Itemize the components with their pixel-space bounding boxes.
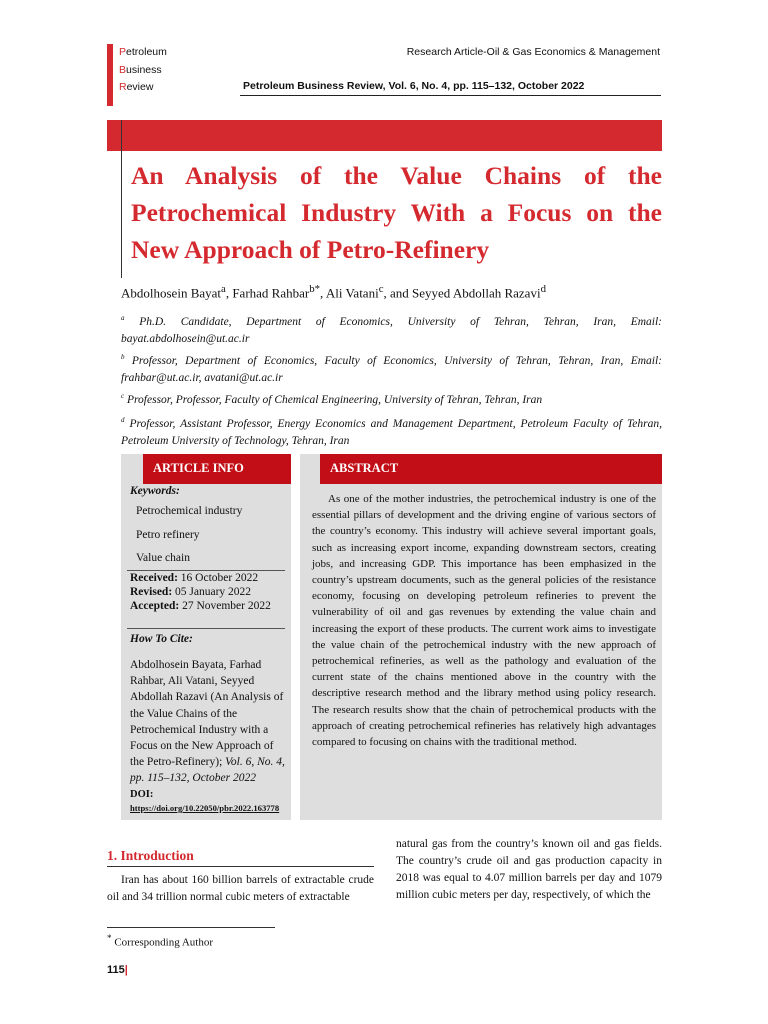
page-number: 115| (107, 964, 128, 976)
body-text-left: Iran has about 160 billion barrels of extractable crude oil and 34 trillion normal cubic meters of extractable (107, 874, 374, 903)
doi-link[interactable]: https://doi.org/10.22050/pbr.2022.163778 (130, 803, 280, 813)
citation-text: Abdolhosein Bayata, Farhad Rahbar, Ali Vatani, Seyyed Abdollah Razavi (An Analysis of the Value Chains of the Petrochemical Industry with a Focus on the New Approach of the Petro-Refinery); Vol. 6, No. 4, pp. 115–132, October 2022 (130, 659, 285, 785)
author-list: Abdolhosein Bayat$^a$, Farhad Rahbar$^{b*}$, Ali Vatani$^c$, and Seyyed Abdollah Razavi$^d$ (121, 283, 546, 301)
header-divider (240, 95, 661, 96)
logo-line-3: Review (119, 81, 154, 93)
author: Ali Vatani (325, 285, 379, 301)
logo-line-1: Petroleum (119, 46, 167, 58)
article-type: Research Article-Oil & Gas Economics & Management (406, 46, 660, 58)
how-to-cite-label: How To Cite: (130, 633, 193, 645)
abstract-heading: ABSTRACT (320, 454, 662, 484)
info-divider (127, 628, 285, 629)
author: Seyyed Abdollah Razavi (412, 285, 541, 301)
info-divider (127, 570, 285, 571)
journal-logo-bar (107, 44, 113, 106)
author: Abdolhosein Bayat (121, 285, 222, 301)
footnote: * Corresponding Author (107, 933, 214, 949)
keywords-label: Keywords: (130, 485, 180, 497)
keyword: Petrochemical industry (136, 505, 243, 517)
paper-title: An Analysis of the Value Chains of the Petrochemical Industry With a Focus on the New Approach of Petro-Refinery (131, 161, 662, 264)
section-divider (107, 866, 374, 867)
affiliation-b: $^b$ Professor, Department of Economics, Faculty of Economics, University of Tehran, Tehran, Iran, Email: frahbar@ut.ac.ir, avatani@ut.ac.ir (121, 353, 662, 384)
article-info-heading: ARTICLE INFO (143, 454, 291, 484)
abstract-text: As one of the mother industries, the petrochemical industry is one of the essential pillars of development and the driving engine of various sectors of the country’s economy. This industry will achieve several important goals, such as increasing export income, expanding downstream sectors, creating jobs, and increasing GDP. This importance has been emphasized in the country’s upstream documents, such as the general policies of the resistance economy, focusing on developing petroleum refineries to prevent the vulnerability of oil and gas revenues by extending the value chain and increasing the export of these products. The current work aims to investigate the value chain of the petrochemical industry with the new approach of petrochemical refineries, as well as the pathology and evaluation of the current state of the chains mentioned above in the country with the descriptive research method and the library method using policy research. The research results show that the chain of petrochemical products with the approach of creating petrochemical refineries has relatively high advantages compared to focusing on chains with the traditional method. (312, 493, 656, 749)
keyword: Value chain (136, 552, 190, 564)
received-date: Received: 16 October 2022 (130, 572, 259, 584)
footnote-divider (107, 927, 275, 928)
affiliation-d: $^d$ Professor, Assistant Professor, Energy Economics and Management Department, Petroleum Faculty of Tehran, Petroleum University of Technology, Tehran, Iran (121, 416, 662, 447)
title-band (107, 120, 662, 151)
doi-label: DOI: (130, 789, 154, 800)
title-divider (121, 120, 122, 278)
section-heading-introduction: 1. Introduction (107, 848, 194, 863)
accepted-date: Accepted: 27 November 2022 (130, 600, 271, 612)
journal-reference: Petroleum Business Review, Vol. 6, No. 4, pp. 115–132, October 2022 (243, 80, 585, 92)
logo-line-2: Business (119, 64, 162, 76)
keyword: Petro refinery (136, 529, 200, 541)
affiliation-a: $^a$ Ph.D. Candidate, Department of Economics, University of Tehran, Tehran, Iran, Email: bayat.abdolhosein@ut.ac.ir (121, 314, 663, 345)
author: Farhad Rahbar (232, 285, 310, 301)
affiliation-c: $^c$ Professor, Professor, Faculty of Chemical Engineering, University of Tehran, Tehran, Iran (121, 392, 543, 406)
body-text-right: natural gas from the country’s known oil and gas fields. The country’s crude oil and gas production capacity in 2018 was equal to 4.07 million barrels per day and 1079 million cubic meters per day, respectively, of which the (396, 838, 662, 901)
revised-date: Revised: 05 January 2022 (130, 586, 252, 598)
